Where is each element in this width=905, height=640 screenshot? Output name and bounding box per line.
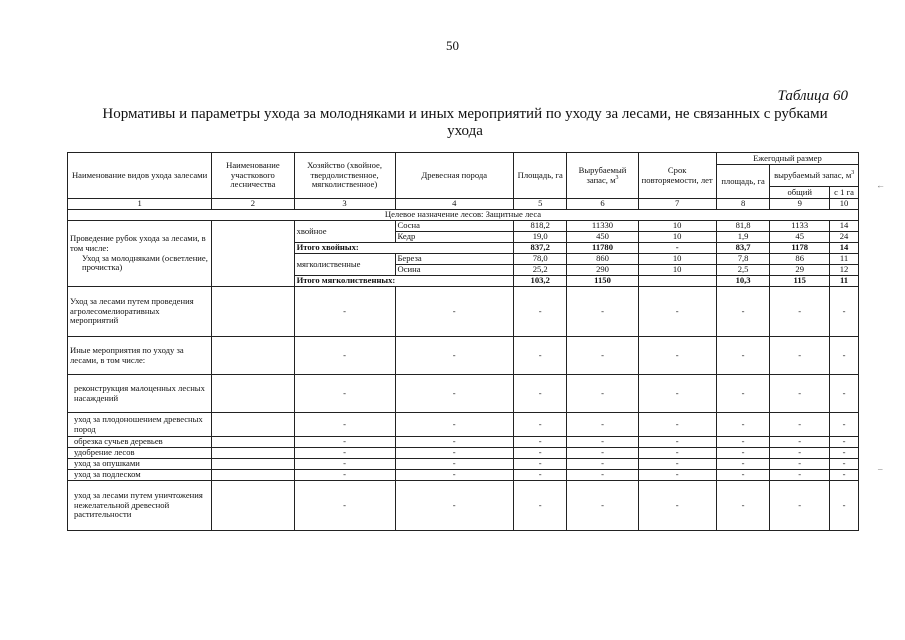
dash-cell: - [294,437,395,448]
dash-cell: - [294,470,395,481]
column-number: 7 [638,199,716,210]
area-cell: 103,2 [513,276,567,287]
dash-cell: - [770,287,830,337]
annual-per-ha-cell: 12 [830,265,859,276]
dash-cell: - [716,459,770,470]
header-species: Древесная порода [395,153,513,199]
dash-cell: - [567,481,638,531]
forestry-cell [212,413,294,437]
dash-cell: - [567,375,638,413]
page-number: 50 [446,38,459,53]
stock-cell: 860 [567,254,638,265]
header-annual-stock-text: вырубаемый запас, м [774,169,852,180]
forestry-cell [212,470,294,481]
dash-cell: - [830,375,859,413]
dash-cell: - [638,459,716,470]
area-cell: 78,0 [513,254,567,265]
dash-cell: - [770,437,830,448]
annual-total-cell: 1133 [770,221,830,232]
dash-cell: - [395,337,513,375]
dash-cell: - [395,413,513,437]
table-row [68,459,859,470]
dash-cell: - [770,413,830,437]
column-number: 4 [395,199,513,210]
table-row [68,337,859,375]
forestry-cell [212,448,294,459]
dash-cell: - [770,337,830,375]
annual-per-ha-cell: 14 [830,221,859,232]
thinning-sub-label: Уход за молодняками (осветление, прочистка) [82,252,208,273]
activity-name: реконструкция малоценных лесных насаждений [68,375,212,413]
header-stock-sup: 3 [615,174,619,181]
table-row [68,481,859,531]
annual-per-ha-cell: 11 [830,254,859,265]
dash-cell: - [770,448,830,459]
dash-cell: - [567,337,638,375]
table-row [68,287,859,337]
header-farm: Хозяйство (хвойное, твердолиственное, мягколиственное) [294,153,395,199]
dash-cell: - [513,337,567,375]
header-annual: Ежегодный размер [716,153,858,165]
dash-cell: - [513,437,567,448]
dash-cell: - [716,287,770,337]
annual-area-cell: 83,7 [716,243,770,254]
dash-cell: - [294,413,395,437]
header-stock-text: Вырубаемый запас, м [578,164,627,185]
table-row [68,470,859,481]
column-number: 6 [567,199,638,210]
forestry-cell [212,221,294,287]
table-label: Таблица 60 [777,88,848,104]
title-line-1: Нормативы и параметры ухода за молодняками и иных мероприятий по уходу за лесами, не связанных с рубками [102,106,828,122]
dash-cell: - [395,448,513,459]
column-number: 3 [294,199,395,210]
norms-table [67,152,859,531]
dash-cell: - [395,287,513,337]
title-line-2: ухода [447,123,483,139]
column-number: 8 [716,199,770,210]
dash-cell: - [638,287,716,337]
thinning-label: Проведение рубок ухода за лесами, в том числе: [70,233,206,253]
species-cell: Береза [395,254,513,265]
dash-cell: - [716,470,770,481]
annual-area-cell: 1,9 [716,232,770,243]
table-row [68,375,859,413]
activity-name: уход за опушками [68,459,212,470]
header-row [68,153,859,165]
header-period: Срок повторяемости, лет [638,153,716,199]
activity-name: Уход за лесами путем проведения агролесомелиоративных мероприятий [68,287,212,337]
activity-name: удобрение лесов [68,448,212,459]
dash-cell: - [395,459,513,470]
annual-total-cell: 45 [770,232,830,243]
header-stock [567,153,638,199]
annual-total-cell: 115 [770,276,830,287]
dash-cell: - [395,437,513,448]
annual-per-ha-cell: 24 [830,232,859,243]
column-number: 5 [513,199,567,210]
stock-cell: 11330 [567,221,638,232]
column-number: 10 [830,199,859,210]
dash-cell: - [716,337,770,375]
header-area: Площадь, га [513,153,567,199]
dash-cell: - [294,337,395,375]
thinning-label-cell [68,221,212,287]
annual-total-cell: 86 [770,254,830,265]
purpose-row [68,210,859,221]
header-annual-area: площадь, га [716,165,770,199]
activity-name: уход за лесами путем уничтожения нежелательной древесной растительности [68,481,212,531]
conifer-total-label: Итого хвойных: [294,243,513,254]
column-number: 2 [212,199,294,210]
species-cell: Сосна [395,221,513,232]
period-cell: 10 [638,221,716,232]
dash-cell: - [830,481,859,531]
softwood-total-label: Итого мягколиственных: [294,276,513,287]
activity-name: Иные мероприятия по уходу за лесами, в том числе: [68,337,212,375]
dash-cell: - [770,470,830,481]
period-cell: 10 [638,265,716,276]
dash-cell: - [513,375,567,413]
dash-cell: - [830,459,859,470]
dash-cell: - [716,437,770,448]
dash-cell: - [638,413,716,437]
area-cell: 818,2 [513,221,567,232]
margin-mark-arrow: ← [876,180,885,190]
dash-cell: - [513,481,567,531]
area-cell: 837,2 [513,243,567,254]
dash-cell: - [716,448,770,459]
header-annual-stock [770,165,859,187]
header-per-ha: с 1 га [830,187,859,199]
dash-cell: - [770,375,830,413]
stock-cell: 290 [567,265,638,276]
dash-cell: - [513,287,567,337]
dash-cell: - [716,375,770,413]
column-numbers-row [68,199,859,210]
annual-per-ha-cell: 11 [830,276,859,287]
forestry-cell [212,337,294,375]
forestry-cell [212,375,294,413]
document-title [95,106,835,140]
dash-cell: - [513,413,567,437]
dash-cell: - [830,287,859,337]
species-cell: Осина [395,265,513,276]
dash-cell: - [638,448,716,459]
dash-cell: - [294,287,395,337]
activity-name: уход за подлеском [68,470,212,481]
dash-cell: - [294,448,395,459]
period-cell: 10 [638,232,716,243]
annual-area-cell: 7,8 [716,254,770,265]
area-cell: 25,2 [513,265,567,276]
dash-cell: - [638,375,716,413]
table-row [68,413,859,437]
dash-cell: - [638,337,716,375]
dash-cell: - [770,481,830,531]
dash-cell: - [567,287,638,337]
dash-cell: - [395,375,513,413]
header-total: общий [770,187,830,199]
dash-cell: - [567,459,638,470]
dash-cell: - [567,437,638,448]
softwood-group: мягколиственные [294,254,395,276]
annual-area-cell: 2,5 [716,265,770,276]
forestry-cell [212,287,294,337]
header-forestry: Наименование участкового лесничества [212,153,294,199]
annual-per-ha-cell: 14 [830,243,859,254]
header-annual-stock-sup: 3 [851,169,855,176]
dash-cell: - [830,437,859,448]
dash-cell: - [513,448,567,459]
dash-cell: - [567,413,638,437]
stock-cell: 1150 [567,276,638,287]
annual-area-cell: 10,3 [716,276,770,287]
dash-cell: - [395,470,513,481]
conifer-group: хвойное [294,221,395,243]
dash-cell: - [294,459,395,470]
activity-name: обрезка сучьев деревьев [68,437,212,448]
dash-cell: - [638,470,716,481]
dash-cell: - [294,375,395,413]
dash-cell: - [294,481,395,531]
annual-area-cell: 81,8 [716,221,770,232]
purpose-label: Целевое назначение лесов: Защитные леса [68,210,859,221]
activity-name: уход за плодоношением древесных пород [68,413,212,437]
period-cell [638,276,716,287]
dash-cell: - [716,413,770,437]
header-activity: Наименование видов ухода залесами [68,153,212,199]
stock-cell: 11780 [567,243,638,254]
column-number: 9 [770,199,830,210]
area-cell: 19,0 [513,232,567,243]
margin-mark-dash: – [878,464,883,474]
period-cell: 10 [638,254,716,265]
annual-total-cell: 1178 [770,243,830,254]
species-cell: Кедр [395,232,513,243]
table-row [68,448,859,459]
dash-cell: - [395,481,513,531]
table-row [68,221,859,232]
dash-cell: - [716,481,770,531]
stock-cell: 450 [567,232,638,243]
column-number: 1 [68,199,212,210]
dash-cell: - [830,470,859,481]
annual-total-cell: 29 [770,265,830,276]
dash-cell: - [770,459,830,470]
dash-cell: - [513,459,567,470]
dash-cell: - [638,437,716,448]
dash-cell: - [830,337,859,375]
table-row [68,437,859,448]
dash-cell: - [513,470,567,481]
dash-cell: - [638,481,716,531]
dash-cell: - [567,448,638,459]
dash-cell: - [567,470,638,481]
forestry-cell [212,481,294,531]
period-cell: - [638,243,716,254]
forestry-cell [212,437,294,448]
forestry-cell [212,459,294,470]
dash-cell: - [830,413,859,437]
dash-cell: - [830,448,859,459]
